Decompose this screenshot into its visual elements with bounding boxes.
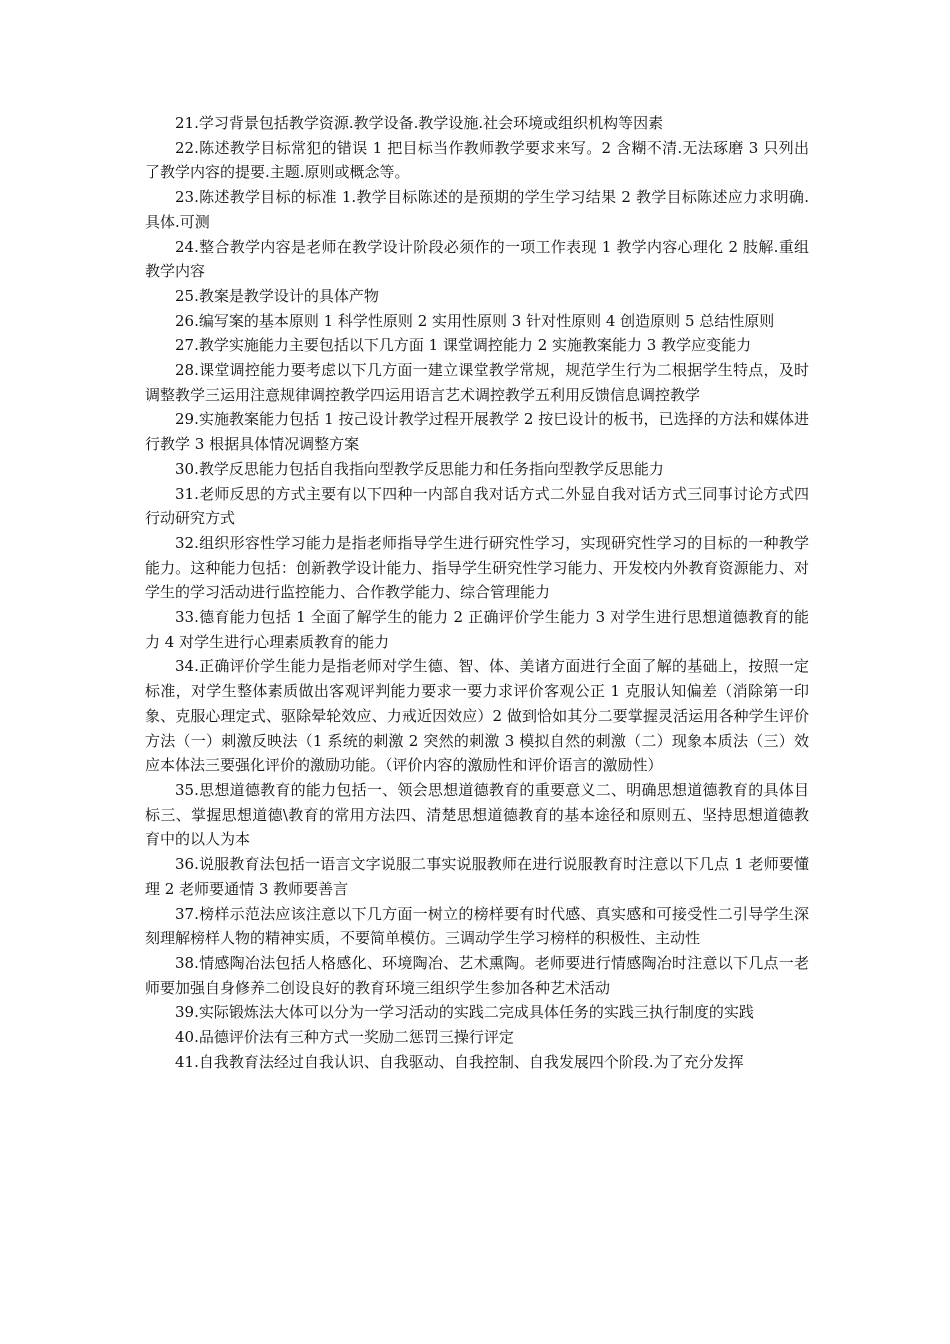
paragraph-29: 29.实施教案能力包括 1 按己设计教学过程开展教学 2 按巳设计的板书，已选择的方法和媒体进行教学 3 根据具体情况调整方案 <box>145 410 809 454</box>
paragraph-35: 35.思想道德教育的能力包括一、领会思想道德教育的重要意义二、明确思想道德教育的具体目标三、掌握思想道德\教育的常用方法四、清楚思想道德教育的基本途径和原则五、坚持思想道德教育中的以人为本 <box>145 780 809 849</box>
paragraph-39: 39.实际锻炼法大体可以分为一学习活动的实践二完成具体任务的实践三执行制度的实践 <box>175 1003 754 1022</box>
paragraph-32: 32.组织形容性学习能力是指老师指导学生进行研究性学习，实现研究性学习的目标的一种教学能力。这种能力包括：创新教学设计能力、指导学生研究性学习能力、开发校内外教育资源能力、对学生的学习活动进行监控能力、合作教学能力、综合管理能力 <box>145 533 809 602</box>
paragraph-23: 23.陈述教学目标的标准 1.教学目标陈述的是预期的学生学习结果 2 教学目标陈述应力求明确.具体.可测 <box>145 188 809 231</box>
paragraph-28: 28.课堂调控能力要考虑以下几方面一建立课堂教学常规，规范学生行为二根据学生特点，及时调整教学三运用注意规律调控教学四运用语言艺术调控教学五利用反馈信息调控教学 <box>145 361 809 404</box>
paragraph-41: 41.自我教育法经过自我认识、自我驱动、自我控制、自我发展四个阶段.为了充分发挥 <box>175 1052 744 1071</box>
paragraph-27: 27.教学实施能力主要包括以下几方面 1 课堂调控能力 2 实施教案能力 3 教学应变能力 <box>175 336 752 355</box>
paragraph-30: 30.教学反思能力包括自我指向型教学反思能力和任务指向型教学反思能力 <box>175 459 664 478</box>
paragraph-22: 22.陈述教学目标常犯的错误 1 把目标当作教师教学要求来写。2 含糊不清.无法琢磨 3 只列出了教学内容的提要.主题.原则或概念等。 <box>145 138 809 182</box>
paragraph-31: 31.老师反思的方式主要有以下四种一内部自我对话方式二外显自我对话方式三同事讨论方式四行动研究方式 <box>145 484 809 528</box>
paragraph-37: 37.榜样示范法应该注意以下几方面一树立的榜样要有时代感、真实感和可接受性二引导学生深刻理解榜样人物的精神实质，不要简单模仿。三调动学生学习榜样的积极性、主动性 <box>145 904 809 948</box>
paragraph-25: 25.教案是教学设计的具体产物 <box>175 286 379 305</box>
paragraph-38: 38.情感陶冶法包括人格感化、环境陶冶、艺术熏陶。老师要进行情感陶冶时注意以下几点一老师要加强自身修养二创设良好的教育环境三组织学生参加各种艺术活动 <box>145 953 809 997</box>
paragraph-33: 33.德育能力包括 1 全面了解学生的能力 2 正确评价学生能力 3 对学生进行思想道德教育的能力 4 对学生进行心理素质教育的能力 <box>145 608 809 651</box>
paragraph-21: 21.学习背景包括教学资源.教学设备.教学设施.社会环境或组织机构等因素 <box>175 114 664 132</box>
document-page <box>145 111 809 1074</box>
paragraph-26: 26.编写案的基本原则 1 科学性原则 2 实用性原则 3 针对性原则 4 创造原则 5 总结性原则 <box>175 311 775 330</box>
paragraph-36: 36.说服教育法包括一语言文字说服二事实说服教师在进行说服教育时注意以下几点 1 老师要懂理 2 老师要通情 3 教师要善言 <box>145 855 809 898</box>
paragraph-40: 40.品德评价法有三种方式一奖励二惩罚三操行评定 <box>175 1028 514 1047</box>
paragraph-34: 34.正确评价学生能力是指老师对学生德、智、体、美诸方面进行全面了解的基础上，按照一定标准，对学生整体素质做出客观评判能力要求一要力求评价客观公正 1 克服认知偏差（消除第一印象、克服心理定式、驱除晕轮效应、力戒近因效应）2 做到恰如其分二要掌握灵活运用各种学生评价方法（一）刺激反映法（1 系统的刺激 2 突然的刺激 3 模拟自然的刺激（二）现象本质法（三）效应本体法三要强化评价的激励功能。（评价内容的激励性和评价语言的激励性） <box>145 657 809 775</box>
paragraph-24: 24.整合教学内容是老师在教学设计阶段必须作的一项工作表现 1 教学内容心理化 2 肢解.重组教学内容 <box>145 237 809 281</box>
